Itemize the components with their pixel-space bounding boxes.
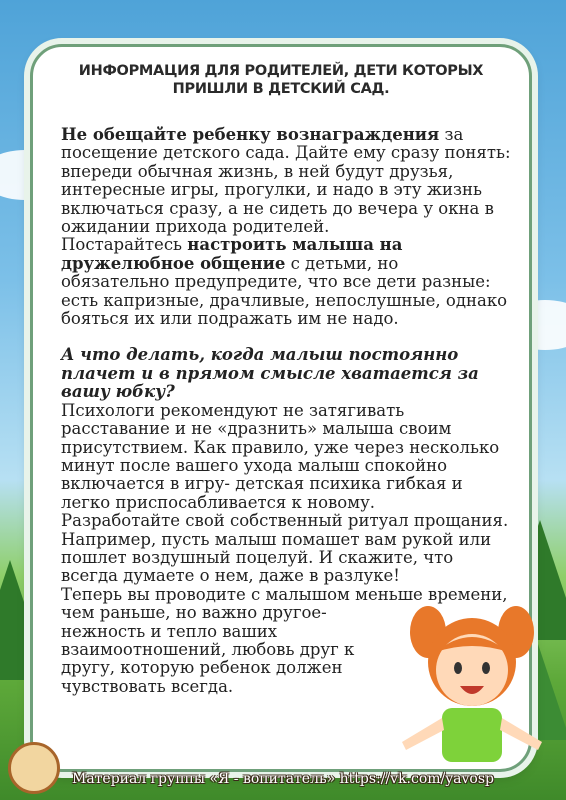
page-title: ИНФОРМАЦИЯ ДЛЯ РОДИТЕЛЕЙ, ДЕТИ КОТОРЫХ ПРИШЛИ В ДЕТСКИЙ САД.: [78, 63, 484, 97]
question-heading: А что делать, когда малыш постоянно плачет и в прямом смысле хватается за вашу юбку?: [61, 345, 479, 402]
paragraph-text: за посещение детского сада. Дайте ему сразу понять: впереди обычная жизнь, в ней будут друзья, интересные игры, прогулки, и надо в эту жизнь включаться сразу, а не сидеть до вечера у окна в ожидании прихода родителей.: [61, 125, 511, 237]
paragraph-tenderness: нежность и тепло ваших взаимоотношений, любовь друг к другу, которую ребенок должен чувствовать всегда.: [61, 621, 355, 696]
highlight-text: настроить малыша на дружелюбное общение: [61, 235, 403, 273]
paragraph-psychologists: Психологи рекомендуют не затягивать расставание и не «дразнить» малыша своим присутствием. Как правило, уже через несколько минут после вашего ухода малыш спокойно включается в игру- детская психика гибкая и легко приспосабливается к новому.: [61, 400, 500, 512]
girl-illustration: [392, 592, 552, 762]
paragraph-text: с детьми, но обязательно предупредите, что все дети разные: есть капризные, драчливые, непослушные, однако бояться их или подражать им не надо.: [61, 253, 508, 329]
paragraph-time: Теперь вы проводите с малышом меньше времени, чем раньше, но важно другое-: [61, 584, 508, 623]
paragraph-text: Постарайтесь: [61, 235, 188, 255]
paragraph-ritual: Разработайте свой собственный ритуал прощания. Например, пусть малыш помашет вам рукой или пошлет воздушный поцелуй. И скажите, что всегда думаете о нем, даже в разлуке!: [61, 511, 509, 586]
spacer: [61, 328, 511, 346]
paragraph-rewards: [61, 126, 511, 236]
footer-credit: Материал группы «Я - вопитатель» https://vk.com/yavosp: [71, 771, 495, 787]
paragraph-friendly: [61, 236, 511, 328]
highlight-text: Не обещайте ребенку вознаграждения: [61, 125, 440, 144]
